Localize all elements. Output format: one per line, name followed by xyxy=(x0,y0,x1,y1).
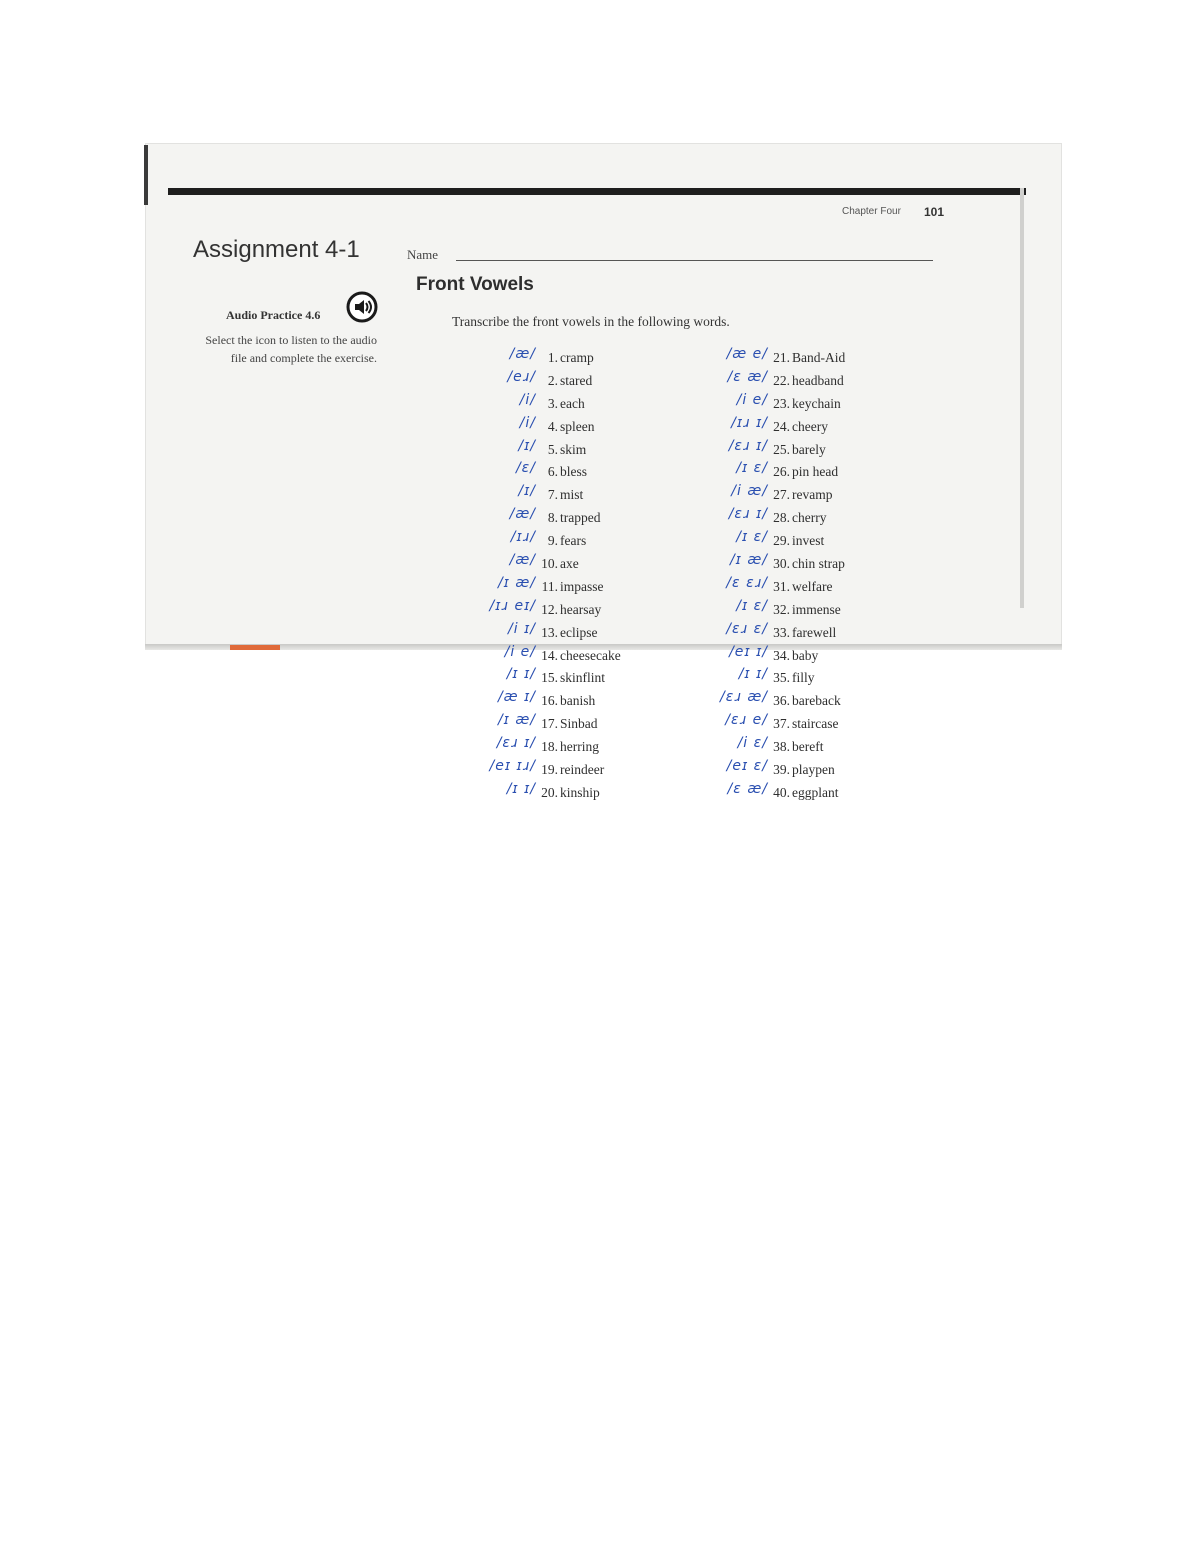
item-word: Band-Aid xyxy=(792,350,846,365)
item-number: 32. xyxy=(773,601,790,617)
handwritten-answer[interactable]: /ɛɹ ɪ/ xyxy=(728,437,768,454)
handwritten-answer[interactable]: /i æ/ xyxy=(731,483,768,500)
item-word: axe xyxy=(560,556,579,572)
item-word: keychain xyxy=(792,395,841,411)
item-word: banish xyxy=(560,693,596,709)
item-word: reindeer xyxy=(560,762,605,778)
item-number: 12. xyxy=(541,601,558,617)
item-number: 22. xyxy=(773,372,790,388)
handwritten-answer[interactable]: /æ/ xyxy=(509,506,536,523)
item-number: 2. xyxy=(547,372,558,388)
item-number: 25. xyxy=(773,441,790,457)
handwritten-answer[interactable]: /eɪ ɪɹ/ xyxy=(489,758,536,775)
item-word: bless xyxy=(560,464,587,480)
handwritten-answer[interactable]: /ɪ æ/ xyxy=(497,574,536,591)
handwritten-answer[interactable]: /ɛɹ ɪ/ xyxy=(728,506,768,523)
item-number: 5. xyxy=(547,441,558,457)
handwritten-answer[interactable]: /i e/ xyxy=(504,643,536,660)
handwritten-answer[interactable]: /ɪ ɪ/ xyxy=(738,666,768,683)
item-number: 37. xyxy=(773,716,790,732)
page-edge-right xyxy=(1020,188,1024,608)
item-word: cramp xyxy=(560,350,594,365)
item-number: 29. xyxy=(773,533,790,549)
handwritten-answer[interactable]: /i/ xyxy=(519,414,536,431)
item-word: headband xyxy=(792,372,844,388)
item-number: 35. xyxy=(773,670,790,686)
worksheet-page xyxy=(145,143,1062,650)
item-word: cheery xyxy=(792,418,828,434)
item-word: kinship xyxy=(560,784,600,800)
handwritten-answer[interactable]: /ɛ/ xyxy=(515,460,536,477)
item-word: each xyxy=(560,395,585,411)
item-word: filly xyxy=(792,670,815,686)
item-word: chin strap xyxy=(792,556,845,572)
name-label: Name xyxy=(407,247,439,262)
item-number: 14. xyxy=(541,647,558,663)
item-word: revamp xyxy=(792,487,833,503)
handwritten-answer[interactable]: /ɛɹ ɪ/ xyxy=(496,735,536,752)
item-number: 23. xyxy=(773,395,790,411)
item-number: 16. xyxy=(541,693,558,709)
item-number: 4. xyxy=(547,418,558,434)
handwritten-answer[interactable]: /ɛ ɛɹ/ xyxy=(726,574,768,591)
item-number: 8. xyxy=(547,510,558,526)
handwritten-answer[interactable]: /eɪ ɪ/ xyxy=(729,643,768,660)
handwritten-answer[interactable]: /ɛɹ æ/ xyxy=(719,689,768,706)
handwritten-answer[interactable]: /ɪ ɛ/ xyxy=(736,460,768,477)
item-word: welfare xyxy=(792,578,833,594)
handwritten-answer[interactable]: /ɪɹ ɪ/ xyxy=(731,414,768,431)
item-number: 7. xyxy=(547,487,558,503)
item-word: hearsay xyxy=(560,601,602,617)
handwritten-answer[interactable]: /i ɛ/ xyxy=(737,735,768,752)
handwritten-answer[interactable]: /i/ xyxy=(519,391,536,408)
handwritten-answer[interactable]: /ɪ æ/ xyxy=(729,552,768,569)
handwritten-answer[interactable]: /æ e/ xyxy=(726,346,768,362)
item-word: pin head xyxy=(792,464,839,480)
item-word: stared xyxy=(560,372,593,388)
item-number: 24. xyxy=(773,418,790,434)
item-number: 19. xyxy=(541,762,558,778)
handwritten-answer[interactable]: /ɪ ɛ/ xyxy=(736,597,768,614)
item-number: 39. xyxy=(773,762,790,778)
handwritten-answer[interactable]: /ɪ ɪ/ xyxy=(506,666,536,683)
item-word: staircase xyxy=(792,716,839,732)
item-word: playpen xyxy=(792,762,835,778)
item-number: 17. xyxy=(541,716,558,732)
item-word: invest xyxy=(792,533,825,549)
handwritten-answer[interactable]: /ɛ æ/ xyxy=(727,368,768,385)
speaker-icon[interactable] xyxy=(346,291,378,328)
audio-description: Select the icon to listen to the audio file and complete the exercise. xyxy=(205,333,377,365)
item-number: 6. xyxy=(547,464,558,480)
handwritten-answer[interactable]: /ɪɹ/ xyxy=(510,529,536,546)
handwritten-answer[interactable]: /ɪ ɪ/ xyxy=(506,780,536,797)
item-word: herring xyxy=(560,739,599,755)
item-number: 40. xyxy=(773,784,790,800)
item-word: eggplant xyxy=(792,784,839,800)
item-word: mist xyxy=(560,487,584,503)
assignment-title: Assignment 4-1 xyxy=(193,236,360,263)
name-field-line[interactable] xyxy=(456,260,933,261)
handwritten-answer[interactable]: /ɛ æ/ xyxy=(727,780,768,797)
page-number: 101 xyxy=(924,205,945,219)
item-word: farewell xyxy=(792,624,837,640)
item-number: 38. xyxy=(773,739,790,755)
handwritten-answer[interactable]: /ɪ/ xyxy=(518,483,536,500)
item-word: eclipse xyxy=(560,624,598,640)
chapter-label: Chapter Four xyxy=(842,206,901,217)
item-number: 34. xyxy=(773,647,790,663)
handwritten-answer[interactable]: /ɪ æ/ xyxy=(497,712,536,729)
handwritten-answer[interactable]: /ɪɹ eɪ/ xyxy=(489,597,536,614)
item-number: 36. xyxy=(773,693,790,709)
item-number: 13. xyxy=(541,624,558,640)
item-word: immense xyxy=(792,601,841,617)
item-number: 28. xyxy=(773,510,790,526)
item-word: fears xyxy=(560,533,587,549)
item-word: barely xyxy=(792,441,826,457)
item-number: 1. xyxy=(547,350,558,365)
handwritten-answer[interactable]: /i e/ xyxy=(736,391,768,408)
handwritten-answer[interactable]: /ɪ ɛ/ xyxy=(736,529,768,546)
item-word: spleen xyxy=(560,418,595,434)
item-word: impasse xyxy=(560,578,604,594)
handwritten-answer[interactable]: /æ/ xyxy=(509,552,536,569)
item-word: skinflint xyxy=(560,670,606,686)
item-number: 31. xyxy=(773,578,790,594)
item-word: Sinbad xyxy=(560,716,598,732)
item-number: 20. xyxy=(541,784,558,800)
item-word: bareback xyxy=(792,693,841,709)
item-word: cheesecake xyxy=(560,647,621,663)
instructions: Transcribe the front vowels in the following words. xyxy=(452,314,730,329)
orange-mark xyxy=(230,645,280,650)
item-word: trapped xyxy=(560,510,601,526)
handwritten-answer[interactable]: /æ ɪ/ xyxy=(497,689,536,706)
item-number: 21. xyxy=(773,350,790,365)
handwritten-answer[interactable]: /ɪ/ xyxy=(518,437,536,454)
handwritten-answer[interactable]: /ɛɹ e/ xyxy=(725,712,768,729)
item-number: 27. xyxy=(773,487,790,503)
item-number: 9. xyxy=(547,533,558,549)
handwritten-answer[interactable]: /eɹ/ xyxy=(507,368,536,385)
handwritten-answer[interactable]: /æ/ xyxy=(509,346,536,362)
item-number: 11. xyxy=(541,578,558,594)
handwritten-answer[interactable]: /i ɪ/ xyxy=(508,620,536,637)
item-word: baby xyxy=(792,647,819,663)
handwritten-answer[interactable]: /ɛɹ ɛ/ xyxy=(726,620,768,637)
item-number: 10. xyxy=(541,556,558,572)
item-number: 15. xyxy=(541,670,558,686)
item-number: 26. xyxy=(773,464,790,480)
item-word: skim xyxy=(560,441,587,457)
page-edge-left xyxy=(144,145,148,205)
audio-practice-label: Audio Practice 4.6 xyxy=(226,308,321,322)
item-number: 3. xyxy=(547,395,558,411)
section-title: Front Vowels xyxy=(416,274,534,295)
item-number: 30. xyxy=(773,556,790,572)
header-rule xyxy=(168,188,1026,195)
handwritten-answer[interactable]: /eɪ ɛ/ xyxy=(726,758,768,775)
item-word: cherry xyxy=(792,510,827,526)
item-number: 33. xyxy=(773,624,790,640)
item-number: 18. xyxy=(541,739,558,755)
item-word: bereft xyxy=(792,739,824,755)
